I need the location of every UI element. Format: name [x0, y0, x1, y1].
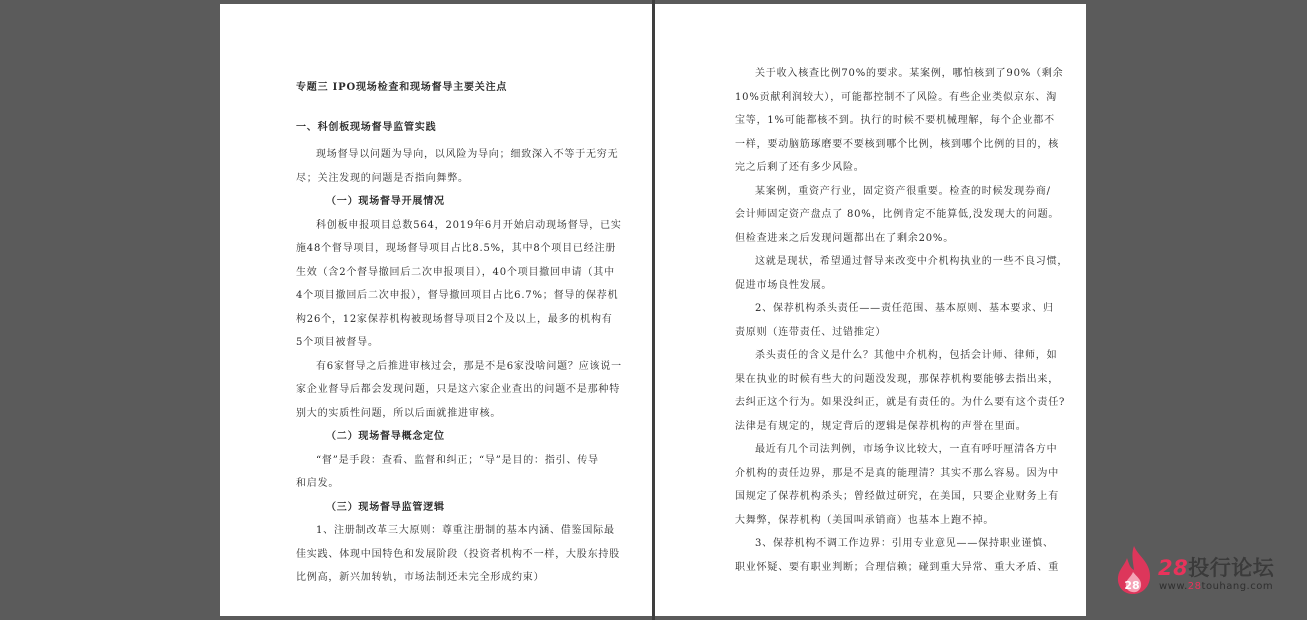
document-page-right — [655, 4, 1086, 616]
paragraph-line: 这就是现状，希望通过督导来改变中介机构执业的一些不良习惯， — [755, 256, 1069, 267]
paragraph-line: 某案例，重资产行业，固定资产很重要。检查的时候发现券商/ — [755, 185, 1051, 197]
paragraph-line: 家企业督导后都会发现问题，只是这六家企业查出的问题不是那种特 — [296, 384, 620, 395]
paragraph-line: 最近有几个司法判例，市场争议比较大，一直有呼吁厘清各方中 — [755, 444, 1058, 455]
paragraph-line: 3、保荐机构不调工作边界：引用专业意见——保持职业谨慎、 — [755, 538, 1054, 549]
paragraph-line: 促进市场良性发展。 — [735, 279, 833, 291]
paragraph-line: 一样，要动脑筋琢磨要不要核到哪个比例，核到哪个比例的目的，核 — [735, 138, 1059, 150]
paragraph-line: 但检查进来之后发现问题都出在了剩余20%。 — [735, 232, 955, 244]
paragraph-line: 别大的实质性问题，所以后面就推进审核。 — [296, 407, 502, 419]
paragraph-line: 科创板申报项目总数564，2019年6月开始启动现场督导，已实 — [316, 219, 622, 231]
paragraph-line: 杀头责任的含义是什么？其他中介机构，包括会计师、律师，如 — [755, 350, 1058, 361]
subsection-heading: （二）现场督导概念定位 — [326, 431, 445, 442]
paragraph-line: 5个项目被督导。 — [296, 337, 379, 348]
paragraph-line: 去纠正这个行为。如果没纠正，就是有责任的。为什么要有这个责任? — [735, 397, 1066, 408]
paragraph-line: 职业怀疑、要有职业判断；合理信赖；碰到重大异常、重大矛盾、重 — [735, 561, 1059, 573]
paragraph-line: 和启发。 — [296, 478, 340, 489]
paragraph-line: 完之后剩了还有多少风险。 — [735, 162, 865, 173]
paragraph-line: 10%贡献利润较大），可能都控制不了风险。有些企业类似京东、淘 — [735, 91, 1058, 103]
paragraph-line: 果在执业的时候有些大的问题没发现，那保荐机构要能够去指出来， — [735, 373, 1059, 385]
paragraph-line: 生效（含2个督导撤回后二次申报项目），40个项目撤回申请（其中 — [296, 266, 615, 278]
section-heading: 一、科创板现场督导监管实践 — [296, 121, 437, 133]
watermark-url: www.28touhang.com — [1159, 581, 1274, 592]
paragraph-line: 现场督导以问题为导向，以风险为导向；细致深入不等于无穷无 — [316, 149, 619, 160]
paragraph-line: 4个项目撤回后二次申报），督导撤回项目占比6.7%；督导的保荐机 — [296, 290, 619, 301]
paragraph-line: 关于收入核查比例70%的要求。某案例，哪怕核到了90%（剩余 — [755, 68, 1064, 79]
paragraph-line: 施48个督导项目，现场督导项目占比8.5%，其中8个项目已经注册 — [296, 243, 617, 254]
paragraph-line: 介机构的责任边界，那是不是真的能理清？其实不那么容易。因为中 — [735, 467, 1059, 479]
paragraph-line: 责原则（连带责任、过错推定） — [735, 326, 887, 338]
paragraph-line: 1、注册制改革三大原则：尊重注册制的基本内涵、借鉴国际最 — [316, 525, 615, 536]
paragraph-line: 比例高，新兴加转轨，市场法制还未完全形成约束） — [296, 572, 545, 583]
document-page-left — [220, 4, 652, 616]
flame-icon — [1112, 544, 1156, 596]
paragraph-line: 构26个，12家保荐机构被现场督导项目2个及以上，最多的机构有 — [296, 313, 613, 325]
paragraph-line: 国规定了保荐机构杀头；曾经做过研究，在美国，只要企业财务上有 — [735, 491, 1059, 502]
paragraph-line: 法律是有规定的，规定背后的逻辑是保荐机构的声誉在里面。 — [735, 420, 1027, 432]
paragraph-line: “督”是手段：查看、监督和纠正；“导”是目的：指引、传导 — [316, 454, 599, 466]
paragraph-line: 有6家督导之后推进审核过会，那是不是6家没啥问题？应该说一 — [316, 360, 622, 372]
paragraph-line: 2、保荐机构杀头责任——责任范围、基本原则、基本要求、归 — [755, 303, 1054, 314]
watermark-logo — [1112, 544, 1282, 600]
subsection-heading: （一）现场督导开展情况 — [326, 196, 445, 207]
page-title: 专题三 IPO现场检查和现场督导主要关注点 — [296, 82, 508, 93]
paragraph-line: 大舞弊，保荐机构（美国叫承销商）也基本上跑不掉。 — [735, 514, 995, 526]
paragraph-line: 宝等，1%可能都核不到。执行的时候不要机械理解，每个企业都不 — [735, 115, 1055, 126]
svg-text:28: 28 — [1124, 579, 1140, 592]
paragraph-line: 尽；关注发现的问题是否指向舞弊。 — [296, 172, 469, 184]
subsection-heading: （三）现场督导监管逻辑 — [326, 501, 445, 513]
watermark-title: 28投行论坛 — [1158, 556, 1275, 580]
paragraph-line: 会计师固定资产盘点了 80%，比例肯定不能算低,没发现大的问题。 — [735, 209, 1060, 220]
paragraph-line: 佳实践、体现中国特色和发展阶段（投资者机构不一样，大股东持股 — [296, 548, 620, 560]
